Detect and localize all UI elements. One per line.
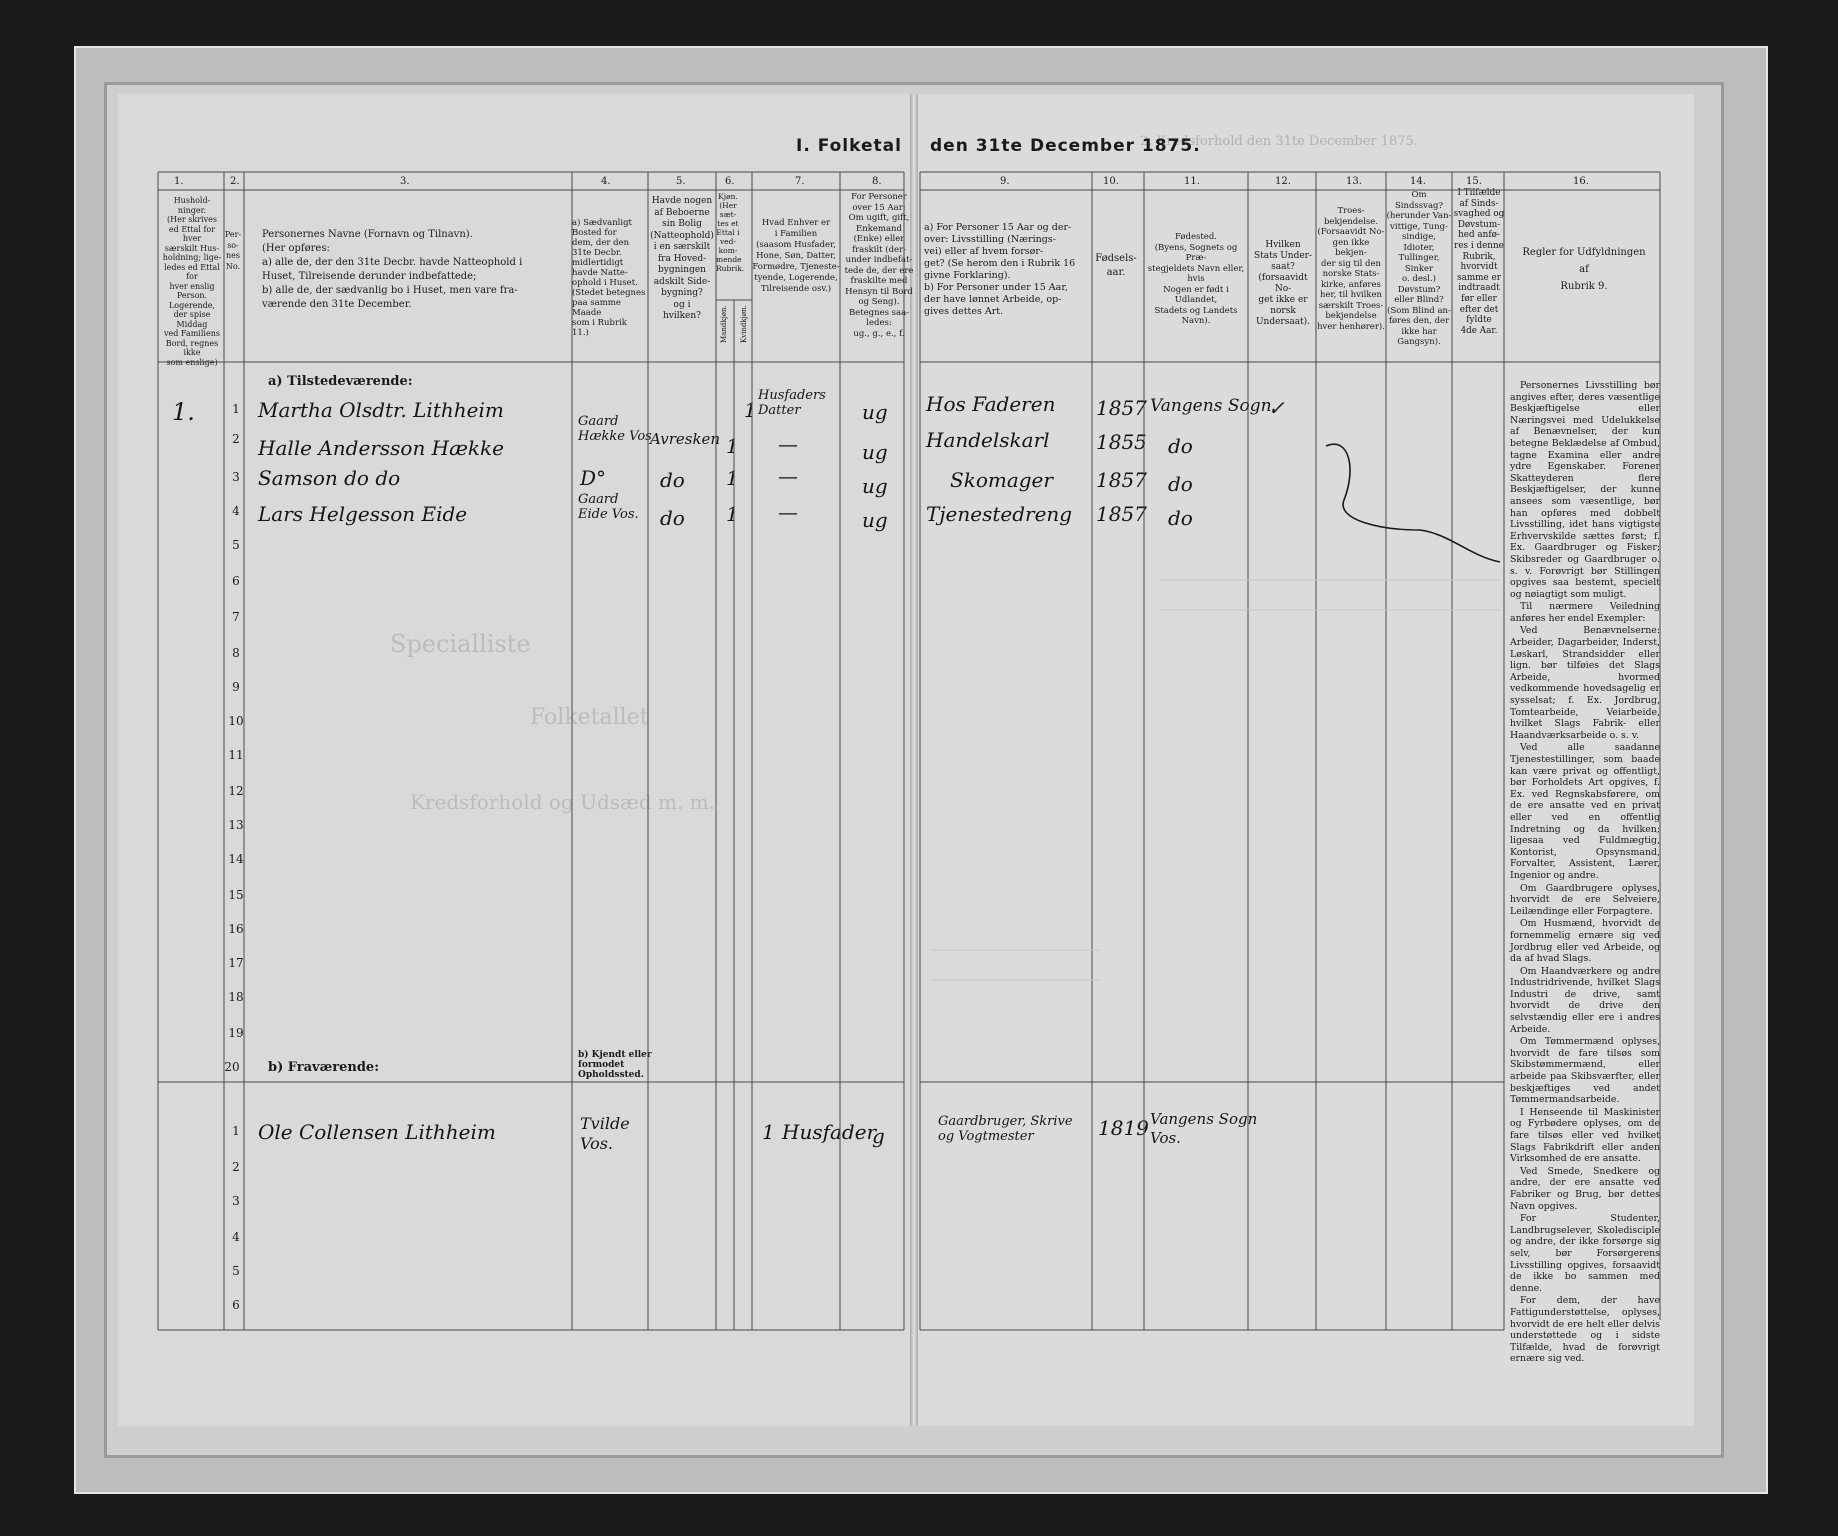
header-religion: Troes- bekjendelse. (Forsaavidt No- gen ikke bekjen- der sig til den norske Stats- kirke, anføres her, til hvilken særskilt Troes- bekjendelse hver henhører). <box>1317 206 1385 332</box>
entry-birthplace: do <box>1168 506 1193 530</box>
entry-sex-female: 1 <box>744 398 757 422</box>
entry-birthplace: Vangens Sogn <box>1150 396 1272 416</box>
absent-entry-marital: g <box>872 1124 885 1148</box>
absent-entry-birthplace: Vangens Sogn Vos. <box>1150 1110 1258 1147</box>
absent-entry-location: Tvilde Vos. <box>580 1114 630 1153</box>
header-names: Personernes Navne (Fornavn og Tilnavn). (Her opføres: a) alle de, der den 31te Decbr. havde Natteophold i Huset, Tilreisende derunder indbefattede; b) alle de, der sædvanlig bo i Huset, men vare fra- værende den 31te December. <box>262 229 523 310</box>
header-nationality: Hvilken Stats Under- saat? (forsaavidt No- get ikke er norsk Undersaat). <box>1253 240 1313 327</box>
header-person-no: Per- so- nes No. <box>224 230 242 271</box>
colnum-10: 10. <box>1103 176 1119 187</box>
entry-building: do <box>660 468 685 492</box>
faint-bleed-title: 2. Kredsforhold den 31te December 1875. <box>1140 134 1418 149</box>
header-disability: Om Sindssvag? (herunder Van- vittige, Tung- sindige, Idioter, Tullinger, Sinker o. desl.) Døvstum? eller Blind? (Som Blind an- føres den, der ikke har Gangsyn). <box>1386 190 1452 347</box>
rules-paragraph: Ved Benævnelserne: Arbeider, Dagarbeider, Inderst, Løskarl, Strandsidder eller lign. bør tilføies det Slags Arbeide, hvormed vedkommende hovedsagelig er sysselsat; f. Ex. Jordbrug, Tomtearbeide, Veiarbeide, hvilket Slags Fabrik- eller Haandværksarbeide o. s. v. <box>1510 625 1660 741</box>
rules-paragraph: For Studenter, Landbrugselever, Skoledisciple og andre, der ikke forsørge sig selv, bør Forsørgerens Livsstilling opgives, forsaavidt de ikke bo sammen med denne. <box>1510 1213 1660 1294</box>
absent-entry-occupation: Gaardbruger, Skrive og Vogtmester <box>938 1114 1073 1144</box>
row-number: 4 <box>232 1230 240 1244</box>
absent-entry-role: Husfader <box>782 1120 877 1144</box>
row-number: 1 <box>232 402 240 416</box>
colnum-14: 14. <box>1410 176 1426 187</box>
entry-residence: Gaard Hække Vos <box>578 414 652 444</box>
sex-male-label: Mandkjøn. <box>720 305 728 343</box>
entry-marital: ug <box>862 440 888 464</box>
entry-birthplace: do <box>1168 472 1193 496</box>
absent-entry-birth-year: 1819 <box>1098 1116 1149 1140</box>
colnum-16: 16. <box>1573 176 1589 187</box>
header-occupation: a) For Personer 15 Aar og der- over: Livsstilling (Nærings- vei) eller af hvem forsør- get? (Se herom den i Rubrik 16 givne Forklaring). b) For Personer under 15 Aar, der have lønnet Arbeide, op- gives dettes Art. <box>924 222 1076 317</box>
entry-birth-year: 1857 <box>1096 502 1147 526</box>
entry-marital: ug <box>862 508 888 532</box>
entry-name: Halle Andersson Hække <box>258 436 504 460</box>
row-number: 14 <box>228 852 244 866</box>
colnum-8: 8. <box>872 176 882 187</box>
row-number: 5 <box>232 1264 240 1278</box>
entry-birth-year: 1857 <box>1096 396 1147 420</box>
rules-paragraph: Om Gaardbrugere oplyses, hvorvidt de ere Selveiere, Leilændinge eller Forpagtere. <box>1510 882 1660 917</box>
entry-role: — <box>778 432 798 456</box>
colnum-11: 11. <box>1184 176 1200 187</box>
handwritten-flourish <box>1326 444 1500 562</box>
colnum-3: 3. <box>400 176 410 187</box>
title-left: I. Folketal <box>796 136 902 156</box>
entry-occupation: Hos Faderen <box>926 392 1056 416</box>
rules-paragraph: I Henseende til Maskinister og Fyrbødere oplyses, om de fare tilsøs eller ved hvilket Slags Fabrikdrift eller anden Virksomhed de ere ansatte. <box>1510 1106 1660 1165</box>
row-number: 3 <box>232 470 240 484</box>
rules-paragraph: Om Husmænd, hvorvidt de fornemmelig ernære sig ved Jordbrug eller ved Arbeide, og da af hvad Slags. <box>1510 918 1660 965</box>
header-usual-residence: a) Sædvanligt Bosted for dem, der den 31te Decbr. midlertidigt havde Natte- ophold i Huset. (Stedet betegnes paa samme Maade som i Rubrik 11.) <box>572 218 646 338</box>
header-households: Hushold- ninger. (Her skrives ed Ettal for hver særskilt Hus- holdning; lige- ledes ed Ettal for hver enslig Person. Logerende, der spise Middag ved Familiens Bord, regnes ikke som enslige) <box>162 196 222 367</box>
entry-role: Husfaders Datter <box>758 388 826 418</box>
entry-residence: Gaard Eide Vos. <box>578 492 639 522</box>
entry-occupation: Skomager <box>950 468 1053 492</box>
colnum-4: 4. <box>601 176 611 187</box>
rules-paragraph: Ved Smede, Snedkere og andre, der ere ansatte ved Fabriker og Brug, bør dettes Navn opgives. <box>1510 1165 1660 1212</box>
header-side-building: Havde nogen af Beboerne sin Bolig (Natteophold) i en særskilt fra Hoved- bygningen adskilt Side- bygning? og i hvilken? <box>650 196 714 321</box>
entry-birth-year: 1857 <box>1096 468 1147 492</box>
row-number: 6 <box>232 574 240 588</box>
sex-female-label: Kvindkjøn. <box>740 305 748 343</box>
faint-bleed-specialliste: Specialliste <box>390 630 531 658</box>
row-number: 8 <box>232 646 240 660</box>
colnum-6: 6. <box>725 176 735 187</box>
absent-entry-name: Ole Collensen Lithheim <box>258 1120 496 1144</box>
row-number: 10 <box>228 714 244 728</box>
section-absent-location: b) Kjendt eller formodet Opholdssted. <box>578 1050 652 1080</box>
rules-paragraph: Til nærmere Veiledning anføres her endel Exempler: <box>1510 601 1660 624</box>
header-sex: Kjøn. (Her sæt- tes et Ettal i ved- kom- mende Rubrik. <box>716 192 745 273</box>
row-number: 2 <box>232 432 240 446</box>
entry-birthplace: do <box>1168 434 1193 458</box>
entry-occupation: Handelskarl <box>926 428 1050 452</box>
colnum-13: 13. <box>1346 176 1362 187</box>
row-number: 13 <box>228 818 244 832</box>
rules-paragraph: Om Tømmermænd oplyses, hvorvidt de fare tilsøs som Skibstømmermænd, eller arbeide paa Skibsværfter, eller beskjæftiges ved andet Tømmermandsarbeide. <box>1510 1036 1660 1106</box>
colnum-9: 9. <box>1000 176 1010 187</box>
entry-role: — <box>778 464 798 488</box>
absent-entry-sex-male: 1 <box>762 1120 775 1144</box>
faint-bleed-folketallet: Folketallet <box>530 705 649 730</box>
row-number: 12 <box>228 784 244 798</box>
row-number: 7 <box>232 610 240 624</box>
faint-bleed-kredsforhold: Kredsforhold og Udsæd m. m. <box>410 790 715 814</box>
entry-name: Lars Helgesson Eide <box>258 502 468 526</box>
entry-marital: ug <box>862 474 888 498</box>
colnum-15: 15. <box>1466 176 1482 187</box>
row-number: 15 <box>228 888 244 902</box>
entry-birth-year: 1855 <box>1096 430 1147 454</box>
row-number: 3 <box>232 1194 240 1208</box>
entry-household: 1. <box>172 398 195 426</box>
entry-name: Samson do do <box>258 466 401 490</box>
entry-sex-male: 1 <box>726 466 739 490</box>
row-number: 6 <box>232 1298 240 1312</box>
title-right: den 31te December 1875. <box>930 136 1201 156</box>
row-number: 11 <box>228 748 244 762</box>
section-present: a) Tilstedeværende: <box>268 374 413 389</box>
entry-building: do <box>660 506 685 530</box>
row-number: 20 <box>224 1060 240 1074</box>
row-number: 4 <box>232 504 240 518</box>
header-family-role: Hvad Enhver er i Familien (saasom Husfader, Hone, Søn, Datter, Formødre, Tjeneste- tyende, Logerende, Tilreisende osv.) <box>752 218 840 294</box>
colnum-12: 12. <box>1275 176 1291 187</box>
entry-nationality-mark: ✓ <box>1268 396 1285 420</box>
colnum-7: 7. <box>795 176 805 187</box>
rules-paragraph: Personernes Livsstilling bør angives efter, deres væsentlige Beskjæftigelse eller Næringsvei med Udelukkelse af Benævnelser, der kun betegne Beklædelse af Ombud, tagne Examina eller andre ydre Egenskaber. Forener Skatteyderen flere Beskjæftigelser, der kunne ansees som væsentlige, bør han opføres med dobbelt Livsstilling, idet hans vigtigste Erhvervskilde sættes først; f. Ex. Gaardbruger og Fisker; Skibsreder og Gaardbruger o. s. v. Forøvrigt bør Stillingen opgives saa bestemt, specielt og nøiagtigt som muligt. <box>1510 380 1660 600</box>
entry-name: Martha Olsdtr. Lithheim <box>258 398 504 422</box>
colnum-1: 1. <box>174 176 184 187</box>
row-number: 5 <box>232 538 240 552</box>
colnum-2: 2. <box>230 176 240 187</box>
header-birthplace: Fødested. (Byens, Sognets og Præ- stegjeldets Navn eller, hvis Nogen er født i Udlandet, Stadets og Landets Navn). <box>1147 232 1245 326</box>
row-number: 16 <box>228 922 244 936</box>
row-number: 18 <box>228 990 244 1004</box>
entry-residence: D° <box>580 466 607 490</box>
entry-marital: ug <box>862 400 888 424</box>
header-rules: Regler for Udfyldningen af Rubrik 9. <box>1522 247 1646 292</box>
entry-occupation: Tjenestedreng <box>926 502 1073 526</box>
row-number: 9 <box>232 680 240 694</box>
header-marital-status: For Personer over 15 Aar: Om ugift, gift, Enkemand (Enke) eller fraskilt (der- under indbefat- tede de, der ere fraskilte med Hensyn til Bord og Seng). Betegnes saa- ledes: ug., g., e., f. <box>844 192 914 339</box>
entry-sex-male: 1 <box>726 434 739 458</box>
rules-paragraph: Ved alle saadanne Tjenestestillinger, som baade kan være privat og offentligt, bør Forholdets Art opgives, f. Ex. ved Regnskabsførere, om de ere ansatte ved en privat eller ved en offentlig Indretning og da hvilken; ligesaa ved Fuldmægtig, Kontorist, Opsynsmand, Forvalter, Assistent, Lærer, Ingenior og andre. <box>1510 742 1660 881</box>
entry-sex-male: 1 <box>726 502 739 526</box>
entry-building: Avresken <box>650 430 721 448</box>
section-absent: b) Fraværende: <box>268 1060 380 1075</box>
rules-paragraph: For dem, der have Fattigunderstøttelse, oplyses, hvorvidt de ere helt eller delvis understøttede og i sidste Tilfælde, hvad de forøvrigt ernære sig ved. <box>1510 1295 1660 1365</box>
row-number: 17 <box>228 956 244 970</box>
row-number: 19 <box>228 1026 244 1040</box>
row-number: 1 <box>232 1124 240 1138</box>
header-onset: I Tilfælde af Sinds- svaghed og Døvstum- hed anfø- res i denne Rubrik, hvorvidt samme er indtraadt før eller efter det fyldte 4de Aar. <box>1453 188 1505 336</box>
row-number: 2 <box>232 1160 240 1174</box>
rules-paragraph: Om Haandværkere og andre Industridrivende, hvilket Slags Industri de drive, samt hvorvidt de drive den selvstændig eller ere i andres Arbeide. <box>1510 965 1660 1035</box>
colnum-5: 5. <box>676 176 686 187</box>
header-birth-year: Fødsels- aar. <box>1095 253 1137 278</box>
entry-role: — <box>778 500 798 524</box>
